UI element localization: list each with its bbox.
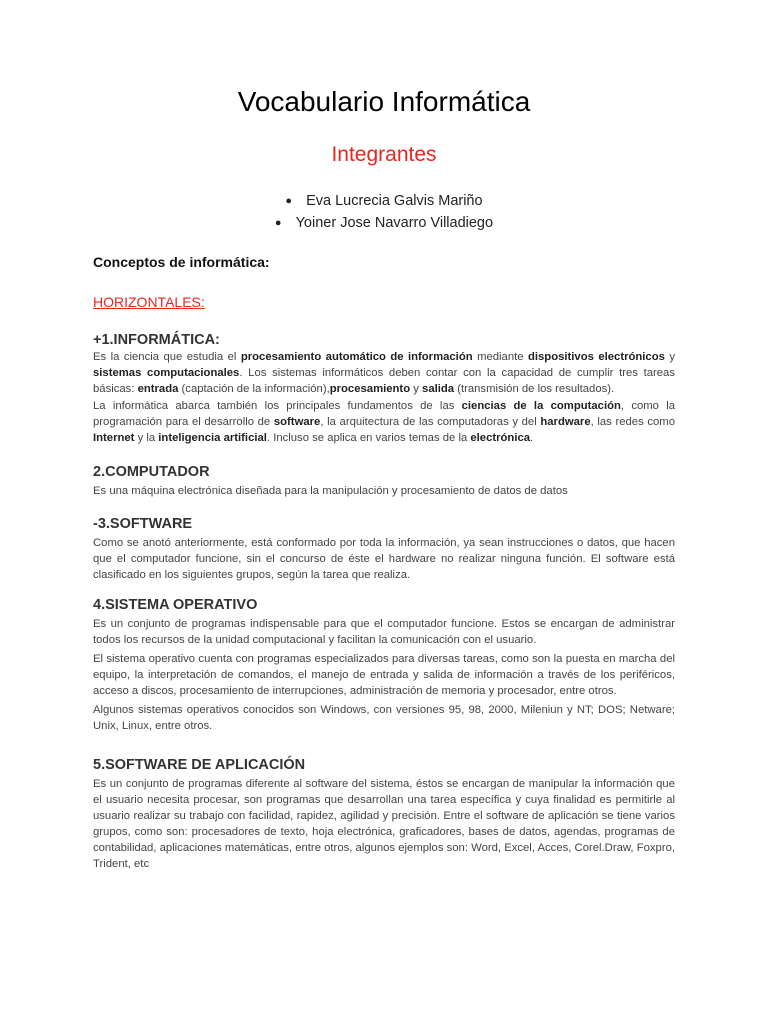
section-paragraph: El sistema operativo cuenta con programas especializados para diversas tareas, como son la puesta en marcha del equipo, la interpretación de comandos, el manejo de entrada y salida de información a través de los periféricos, acceso a discos, procesamiento de interrupciones, administración de memoria y procesador, entre otros. <box>93 653 675 697</box>
document-title: Vocabulario Informática <box>237 86 531 117</box>
member-item <box>0 191 768 213</box>
section-paragraph: Como se anotó anteriormente, está conformado por toda la información, ya sean instrucciones o datos, que hacen que el computador funcione, sin el concurso de éste el hardware no realizar ninguna función. El software está clasificado en los siguientes grupos, según la tarea que realiza. <box>93 537 675 581</box>
section-paragraph: La informática abarca también los principales fundamentos de las ciencias de la computación, como la programación para el desarrollo de software, la arquitectura de las computadoras y del hardware, las redes como Internet y la inteligencia artificial. Incluso se aplica en varios temas de la electrónica. <box>93 400 675 444</box>
section-title: 4.SISTEMA OPERATIVO <box>93 597 258 613</box>
section-paragraph: Es un conjunto de programas diferente al software del sistema, éstos se encargan de manipular la información que el usuario necesita procesar, son programas que desarrollan una tarea específica y cuya finalidad es permitirle al usuario realizar su trabajo con facilidad, rapidez, agilidad y precisión. Entre el software de aplicación se tiene varios grupos, como son: procesadores de texto, hoja electrónica, graficadores, bases de datos, agendas, programas de contabilidad, aplicaciones matemáticas, entre otros, algunos ejemplos son: Word, Excel, Acces, Corel.Draw, Foxpro, Trident, etc <box>93 778 675 870</box>
section-paragraph: Algunos sistemas operativos conocidos son Windows, con versiones 95, 98, 2000, Mileniun y NT; DOS; Netware; Unix, Linux, entre otros. <box>93 704 675 732</box>
member-item <box>0 213 768 235</box>
bullet-icon: ● <box>274 217 282 229</box>
section-software-aplicacion <box>93 757 675 872</box>
section-computador <box>93 464 675 499</box>
section-title: +1.INFORMÁTICA: <box>93 332 220 348</box>
section-paragraph: Es una máquina electrónica diseñada para la manipulación y procesamiento de datos de datos <box>93 485 568 497</box>
section-informatica <box>93 332 675 446</box>
member-name: Yoiner Jose Navarro Villadiego <box>295 215 494 231</box>
bullet-icon: ● <box>285 195 293 207</box>
section-sistema-operativo <box>93 597 675 734</box>
section-paragraph: Es la ciencia que estudia el procesamiento automático de información mediante dispositivos electrónicos y sistemas computacionales. Los sistemas informáticos deben contar con la capacidad de cumplir tres tareas básicas: entrada (captación de la información),procesamiento y salida (transmisión de los resultados). <box>93 351 675 395</box>
document-subtitle: Integrantes <box>331 143 437 166</box>
member-name: Eva Lucrecia Galvis Mariño <box>306 193 483 209</box>
section-title: 5.SOFTWARE DE APLICACIÓN <box>93 757 306 773</box>
section-title: -3.SOFTWARE <box>93 516 193 532</box>
section-software <box>93 516 675 583</box>
section-paragraph: Es un conjunto de programas indispensable para que el computador funcione. Estos se encargan de administrar todos los recursos de la unidad computacional y facilitan la comunicación con el usuario. <box>93 618 675 646</box>
members-list <box>0 191 768 235</box>
horizontales-label: HORIZONTALES: <box>93 294 205 310</box>
concepts-heading: Conceptos de informática: <box>93 254 270 270</box>
section-title: 2.COMPUTADOR <box>93 464 210 480</box>
